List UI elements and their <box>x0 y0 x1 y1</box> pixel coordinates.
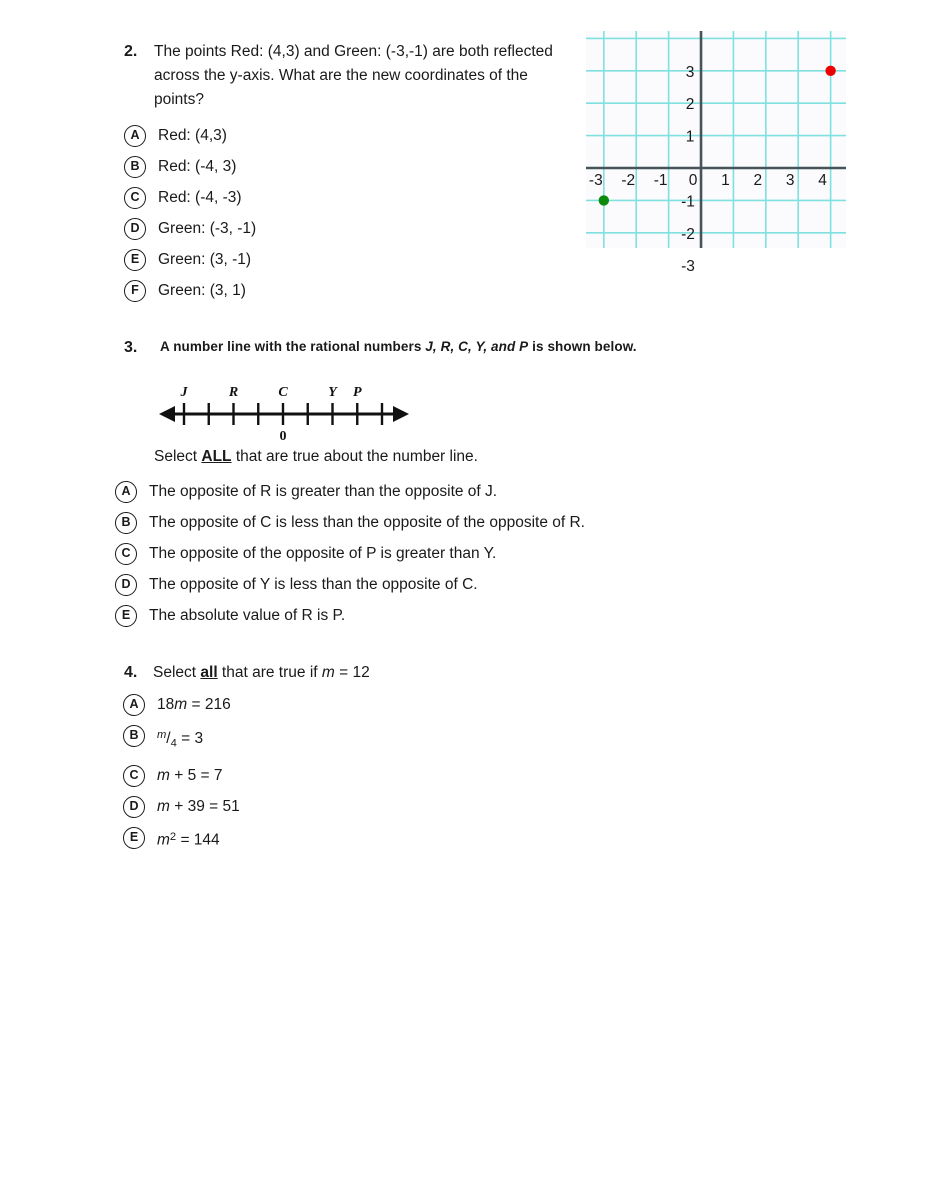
expr-variable: m <box>157 766 170 784</box>
option-row[interactable] <box>124 186 579 209</box>
question-3-number: 3. <box>124 339 138 356</box>
question-4 <box>124 661 554 851</box>
instruction-emphasis: all <box>200 664 218 681</box>
expr-tail: + 39 = 51 <box>169 797 240 815</box>
option-label-a: Red: (4,3) <box>158 127 227 144</box>
question-3-header <box>124 336 824 360</box>
option-label-b <box>157 724 203 756</box>
x-tick-label: 0 <box>688 172 698 189</box>
option-label-e: Green: (3, -1) <box>158 251 252 268</box>
option-row[interactable] <box>124 248 579 271</box>
question-3-stem <box>160 336 637 358</box>
option-bubble-b[interactable]: B <box>123 725 145 747</box>
q3-stem-prefix: A number line with the rational numbers <box>160 339 426 354</box>
graph-background <box>586 31 846 248</box>
option-bubble-d[interactable]: D <box>123 796 145 818</box>
x-tick-label: -1 <box>653 172 668 189</box>
x-tick-label: -3 <box>588 172 603 189</box>
option-label-c: The opposite of the opposite of P is greater than Y. <box>149 545 497 562</box>
option-label-f: Green: (3, 1) <box>158 282 246 299</box>
question-2-options <box>124 124 579 302</box>
option-label-b: Red: (-4, 3) <box>158 158 237 175</box>
option-bubble-e[interactable]: E <box>115 605 137 627</box>
option-label-a: The opposite of R is greater than the opposite of J. <box>149 483 498 500</box>
question-2-stem: The points Red: (4,3) and Green: (-3,-1) are both reflected across the y-axis. What are the new coordinates of the points? <box>154 43 553 108</box>
number-line-point-label-y: Y <box>328 385 337 400</box>
y-tick-label: -3 <box>681 258 695 276</box>
x-tick-label: -2 <box>621 172 636 189</box>
option-row[interactable] <box>115 604 815 627</box>
option-bubble-c[interactable]: C <box>115 543 137 565</box>
question-3 <box>121 336 824 624</box>
option-bubble-e[interactable]: E <box>123 827 145 849</box>
option-bubble-a[interactable]: A <box>115 481 137 503</box>
option-row[interactable] <box>123 764 554 787</box>
arrow-right-icon <box>393 406 409 422</box>
question-4-stem <box>153 661 370 685</box>
option-row[interactable] <box>124 217 579 240</box>
instruction-suffix: = 12 <box>334 664 370 681</box>
question-3-options <box>115 472 815 627</box>
instruction-prefix: Select <box>154 448 202 465</box>
expr-tail: = 3 <box>176 730 204 748</box>
x-tick-label: 2 <box>753 172 763 189</box>
number-line-point-label-r: R <box>228 385 239 400</box>
option-bubble-b[interactable]: B <box>124 156 146 178</box>
question-4-number: 4. <box>124 664 138 681</box>
option-bubble-d[interactable]: D <box>115 574 137 596</box>
option-row[interactable] <box>123 795 554 818</box>
question-2-number: 2. <box>124 43 138 60</box>
option-bubble-b[interactable]: B <box>115 512 137 534</box>
option-bubble-a[interactable]: A <box>123 694 145 716</box>
y-tick-label: -2 <box>681 225 695 243</box>
instruction-variable: m <box>321 664 335 681</box>
option-label-c <box>157 764 223 787</box>
option-row[interactable] <box>124 279 579 302</box>
y-tick-label: -1 <box>681 193 695 211</box>
option-label-a <box>157 693 231 716</box>
option-row[interactable] <box>123 826 554 852</box>
option-label-c: Red: (-4, -3) <box>158 189 242 206</box>
x-tick-label: 4 <box>818 172 827 189</box>
option-row[interactable] <box>124 155 579 178</box>
expr-tail: = 216 <box>187 696 231 713</box>
option-row[interactable] <box>115 542 815 565</box>
option-bubble-f[interactable]: F <box>124 280 146 302</box>
option-row[interactable] <box>115 480 815 503</box>
expr-variable: m <box>157 797 170 815</box>
fraction-denominator: 4 <box>170 737 177 750</box>
x-tick-label: 1 <box>721 172 730 189</box>
expr-exponent: 2 <box>169 830 177 843</box>
option-row[interactable] <box>123 693 554 716</box>
expr-tail: = 144 <box>176 831 220 849</box>
option-bubble-d[interactable]: D <box>124 218 146 240</box>
number-line-svg <box>154 376 414 444</box>
option-row[interactable] <box>115 573 815 596</box>
option-label-e <box>157 826 220 852</box>
option-bubble-c[interactable]: C <box>123 765 145 787</box>
q3-stem-suffix: is shown below. <box>528 339 637 354</box>
fraction-numerator: m <box>157 729 167 741</box>
data-point-red <box>825 66 835 76</box>
expr-coefficient: 18 <box>157 696 175 713</box>
expr-variable: m <box>157 831 170 849</box>
expr-tail: + 5 = 7 <box>169 766 223 784</box>
y-tick-label: 2 <box>685 96 695 114</box>
number-line-point-label-p: P <box>352 385 362 400</box>
y-tick-label: 1 <box>685 128 695 146</box>
question-2 <box>124 40 579 302</box>
data-point-green <box>599 195 609 205</box>
option-row[interactable] <box>124 124 579 147</box>
question-4-header <box>124 661 554 685</box>
option-label-d: The opposite of Y is less than the opposite of C. <box>149 576 478 593</box>
option-bubble-e[interactable]: E <box>124 249 146 271</box>
option-label-e: The absolute value of R is P. <box>149 607 346 624</box>
fraction-slash: / <box>166 730 171 748</box>
option-bubble-a[interactable]: A <box>124 125 146 147</box>
option-bubble-c[interactable]: C <box>124 187 146 209</box>
number-line-point-label-c: C <box>278 385 288 400</box>
instruction-mid: that are true if <box>217 664 322 681</box>
option-row[interactable] <box>115 511 815 534</box>
question-4-options <box>123 693 554 851</box>
coordinate-plane-graph <box>586 31 846 276</box>
expr-variable: m <box>174 696 188 713</box>
number-line-diagram <box>154 376 414 444</box>
option-label-d: Green: (-3, -1) <box>158 220 257 237</box>
option-label-d <box>157 795 240 818</box>
instruction-prefix: Select <box>153 664 201 681</box>
number-line-point-label-j: J <box>180 385 188 400</box>
instruction-emphasis: ALL <box>201 448 232 465</box>
coordinate-plane-svg <box>586 31 846 276</box>
x-tick-label: 3 <box>785 172 795 189</box>
option-label-b: The opposite of C is less than the opposite of the opposite of R. <box>149 514 585 531</box>
question-3-instruction <box>154 445 478 468</box>
q3-stem-variables: J, R, C, Y, and P <box>425 339 529 354</box>
instruction-suffix: that are true about the number line. <box>231 448 478 465</box>
y-tick-label: 3 <box>685 63 695 81</box>
question-2-header <box>124 40 579 112</box>
option-row[interactable] <box>123 724 554 756</box>
arrow-left-icon <box>159 406 175 422</box>
number-line-zero-label: 0 <box>279 429 287 444</box>
